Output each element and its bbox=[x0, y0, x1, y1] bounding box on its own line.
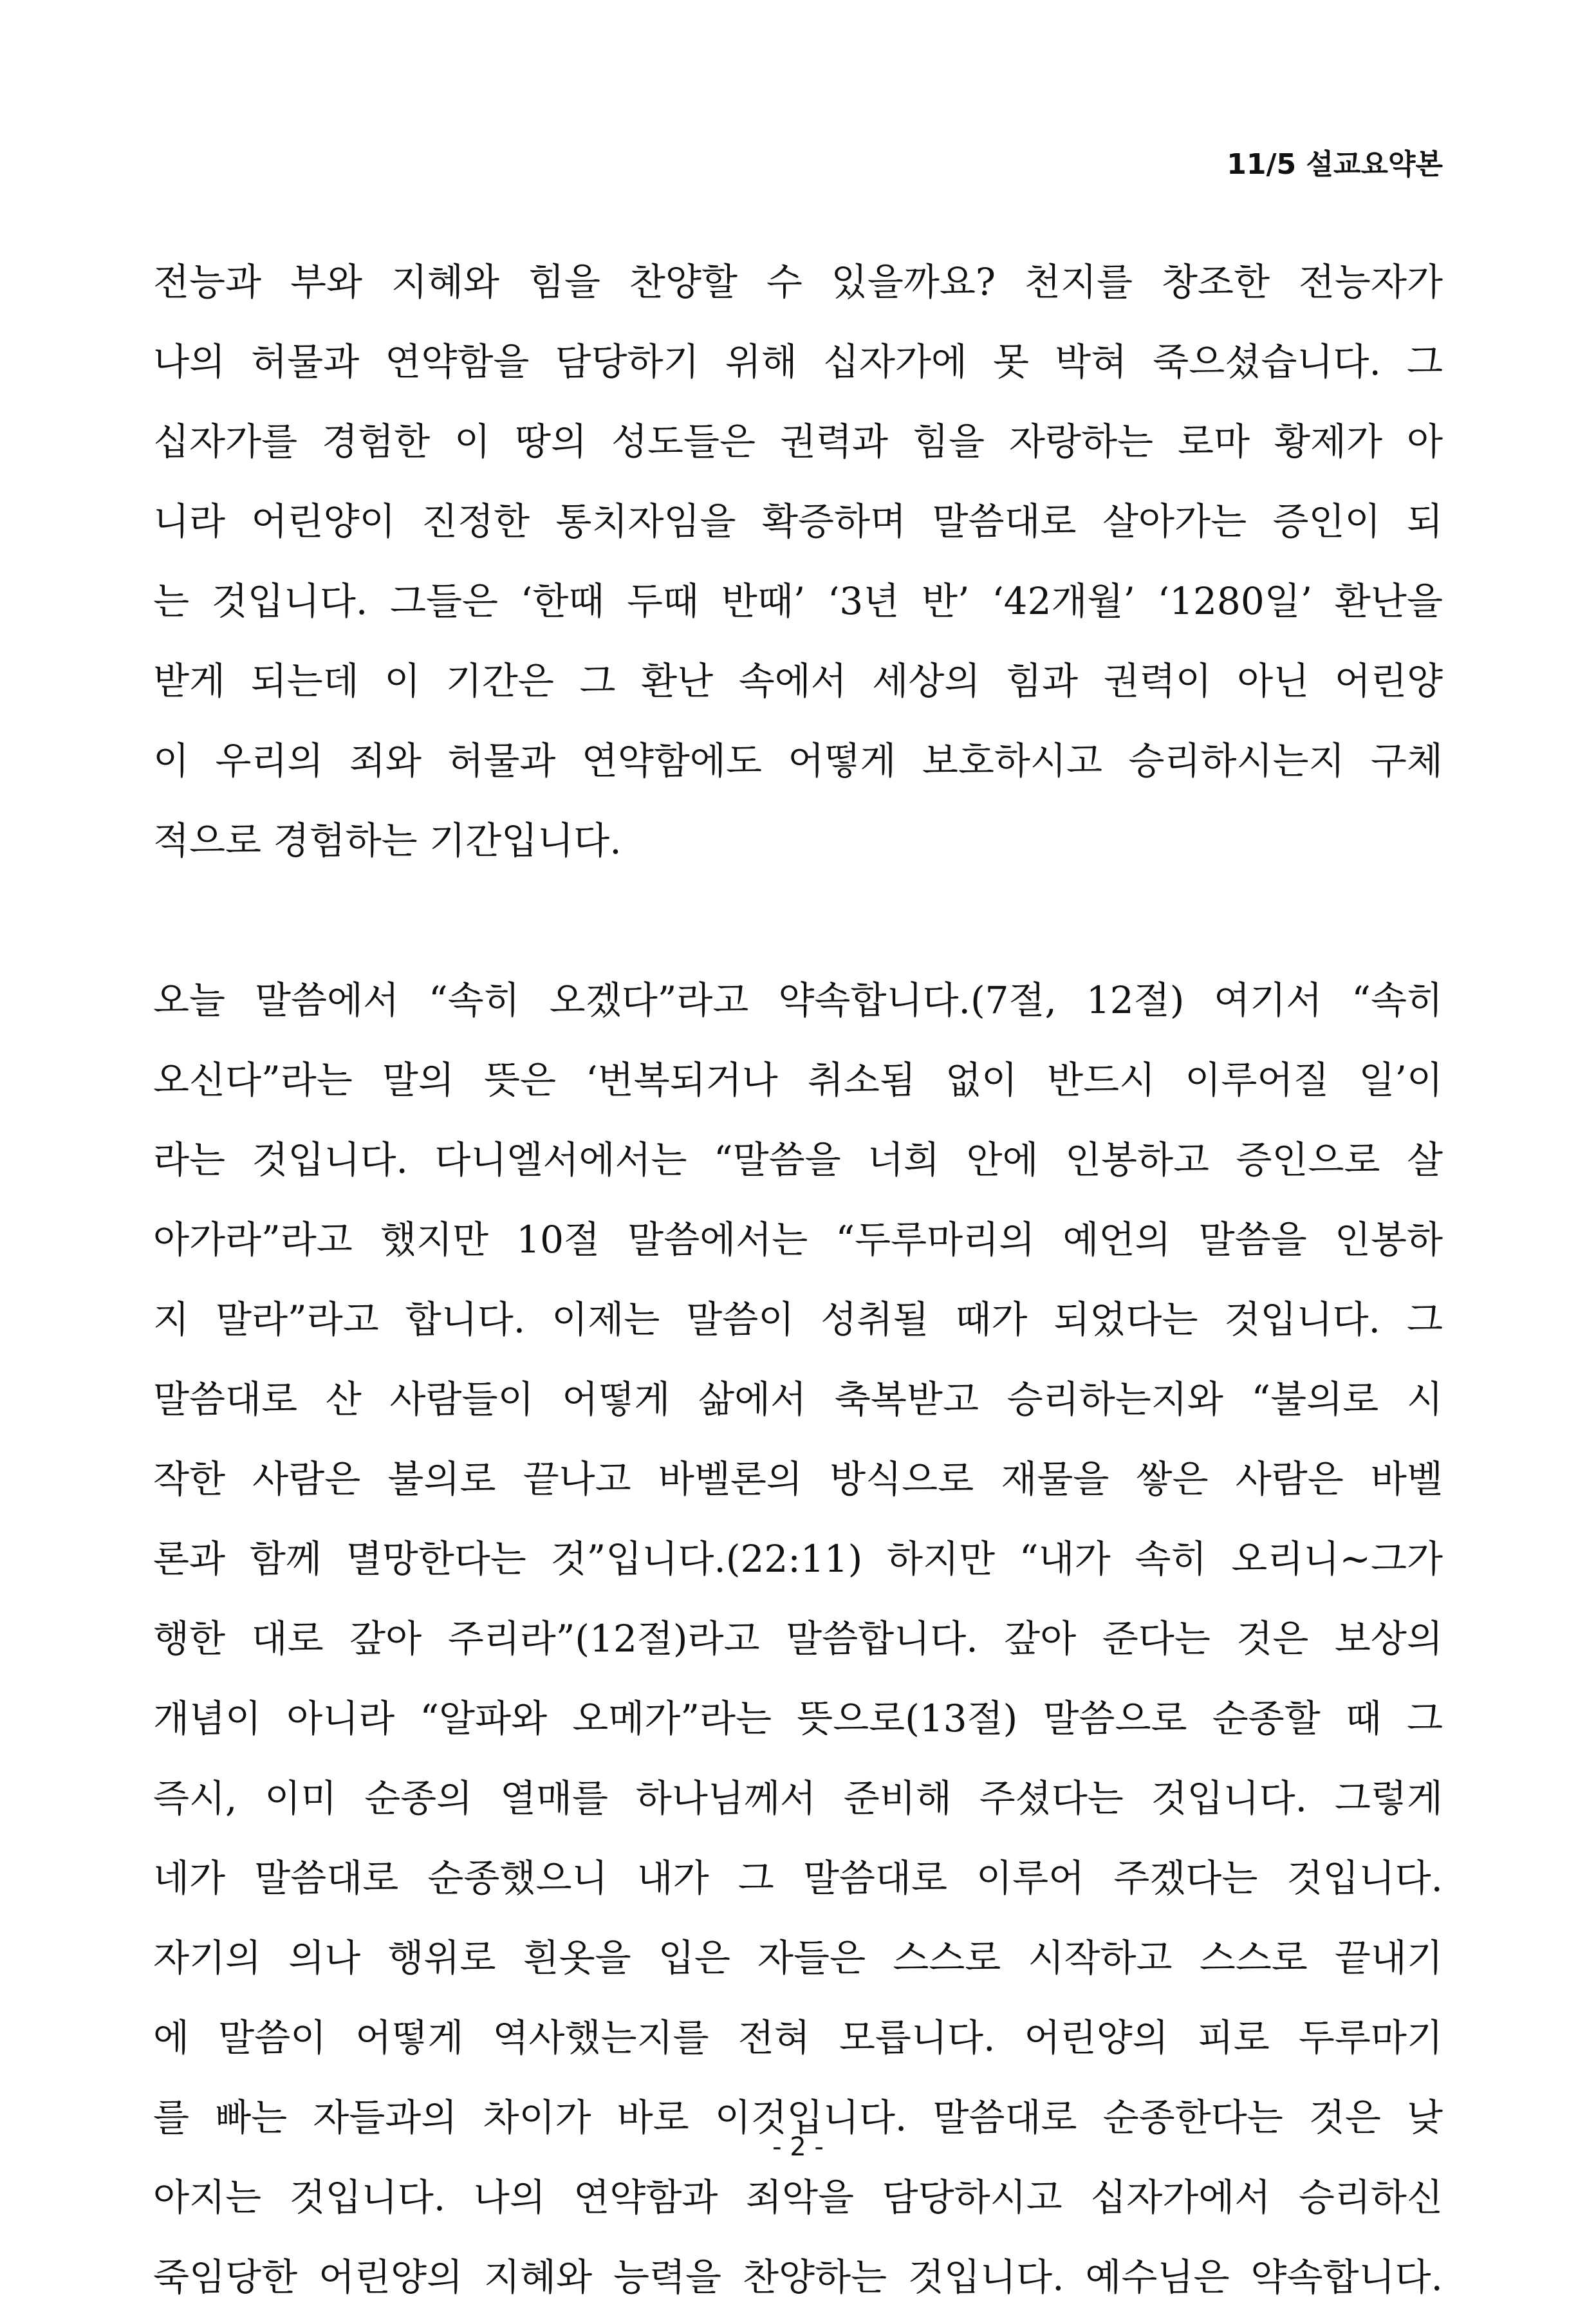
paragraph-1 bbox=[153, 242, 1443, 880]
text-line: 를 빠는 자들과의 차이가 바로 이것입니다. 말씀대로 순종한다는 것은 낮 bbox=[153, 2096, 1443, 2139]
text-line: 네가 말씀대로 순종했으니 내가 그 말씀대로 이루어 주겠다는 것입니다. bbox=[153, 1856, 1443, 1900]
text-line: 아가라”라고 했지만 10절 말씀에서는 “두루마리의 예언의 말씀을 인봉하 bbox=[153, 1218, 1443, 1261]
text-line: 이 우리의 죄와 허물과 연약함에도 어떻게 보호하시고 승리하시는지 구체 bbox=[153, 739, 1443, 783]
text-line: 행한 대로 갚아 주리라”(12절)라고 말씀합니다. 갚아 준다는 것은 보상의 bbox=[153, 1617, 1443, 1661]
text-line: 즉시, 이미 순종의 열매를 하나님께서 준비해 주셨다는 것입니다. 그렇게 bbox=[153, 1776, 1443, 1820]
text-line: 에 말씀이 어떻게 역사했는지를 전혀 모릅니다. 어린양의 피로 두루마기 bbox=[153, 2016, 1443, 2060]
text-line: 라는 것입니다. 다니엘서에서는 “말씀을 너희 안에 인봉하고 증인으로 살 bbox=[153, 1138, 1443, 1182]
text-line: 오늘 말씀에서 “속히 오겠다”라고 약속합니다.(7절, 12절) 여기서 “속히 bbox=[153, 978, 1443, 1022]
page-number: - 2 - bbox=[772, 2132, 824, 2162]
text-line: 오신다”라는 말의 뜻은 ‘번복되거나 취소됨 없이 반드시 이루어질 일’이 bbox=[153, 1058, 1443, 1102]
text-line: 니라 어린양이 진정한 통치자임을 확증하며 말씀대로 살아가는 증인이 되 bbox=[153, 499, 1443, 543]
text-line: 나의 허물과 연약함을 담당하기 위해 십자가에 못 박혀 죽으셨습니다. 그 bbox=[153, 340, 1443, 384]
text-line: 말씀대로 산 사람들이 어떻게 삶에서 축복받고 승리하는지와 “불의로 시 bbox=[153, 1377, 1443, 1421]
text-line: 개념이 아니라 “알파와 오메가”라는 뜻으로(13절) 말씀으로 순종할 때 그 bbox=[153, 1697, 1443, 1740]
text-line: 전능과 부와 지혜와 힘을 찬양할 수 있을까요? 천지를 창조한 전능자가 bbox=[153, 260, 1443, 304]
paragraph-spacer bbox=[153, 880, 1443, 960]
text-line: 십자가를 경험한 이 땅의 성도들은 권력과 힘을 자랑하는 로마 황제가 아 bbox=[153, 420, 1443, 463]
document-body bbox=[153, 242, 1443, 2317]
text-line: 받게 되는데 이 기간은 그 환난 속에서 세상의 힘과 권력이 아닌 어린양 bbox=[153, 659, 1443, 703]
text-line: 작한 사람은 불의로 끝나고 바벨론의 방식으로 재물을 쌓은 사람은 바벨 bbox=[153, 1457, 1443, 1501]
text-line: 론과 함께 멸망한다는 것”입니다.(22:11) 하지만 “내가 속히 오리니~그가 bbox=[153, 1537, 1443, 1581]
paragraph-2 bbox=[153, 960, 1443, 2317]
text-line: 적으로 경험하는 기간입니다. bbox=[153, 819, 622, 862]
text-line: 지 말라”라고 합니다. 이제는 말씀이 성취될 때가 되었다는 것입니다. 그 bbox=[153, 1298, 1443, 1341]
text-line: 는 것입니다. 그들은 ‘한때 두때 반때’ ‘3년 반’ ‘42개월’ ‘1280일’ 환난을 bbox=[153, 579, 1443, 623]
text-line: 죽임당한 어린양의 지혜와 능력을 찬양하는 것입니다. 예수님은 약속합니다. bbox=[153, 2255, 1443, 2299]
document-header-title: 11/5 설교요약본 bbox=[1227, 148, 1443, 181]
text-line: 아지는 것입니다. 나의 연약함과 죄악을 담당하시고 십자가에서 승리하신 bbox=[153, 2175, 1443, 2219]
text-line: 자기의 의나 행위로 흰옷을 입은 자들은 스스로 시작하고 스스로 끝내기 bbox=[153, 1936, 1443, 1980]
